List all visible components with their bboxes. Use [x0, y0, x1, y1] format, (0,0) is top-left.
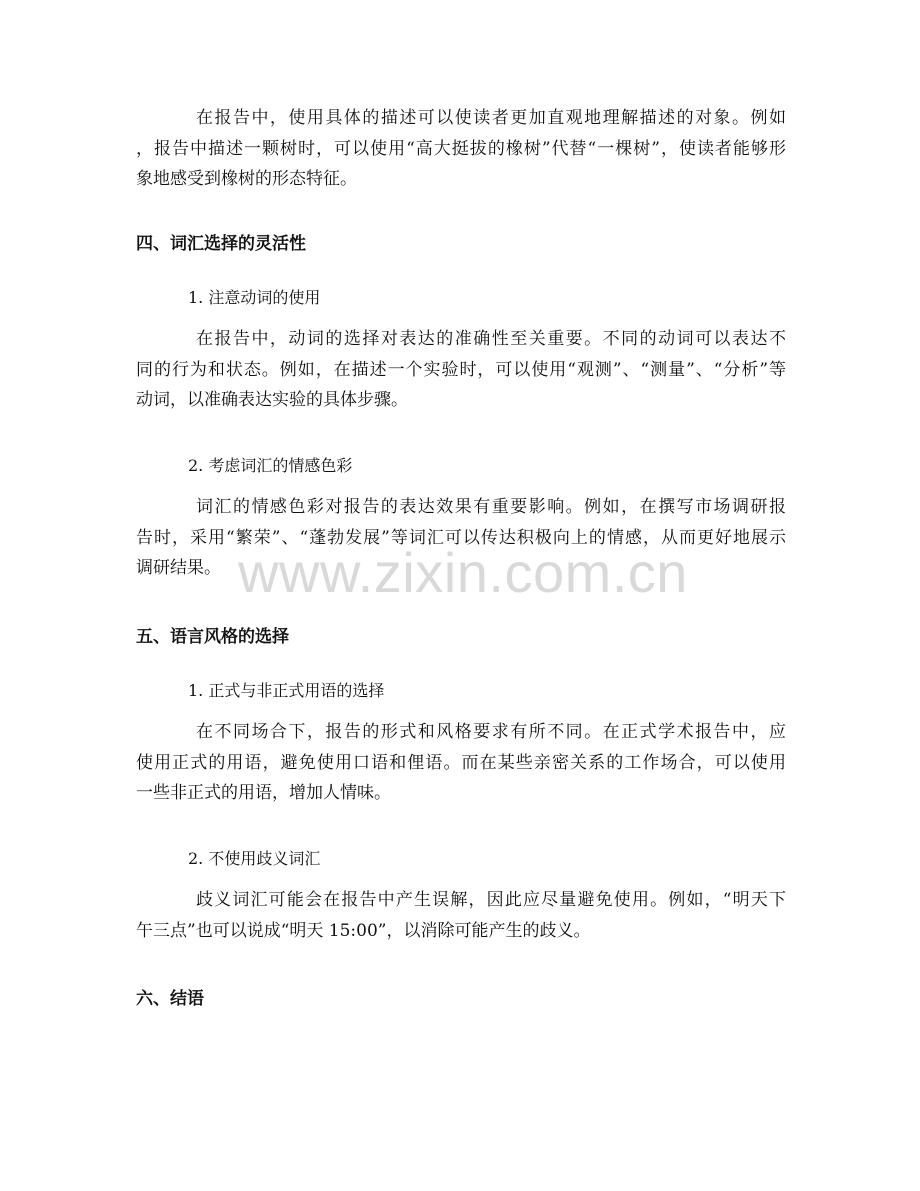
- text-line: 歧义词汇可能会在报告中产生误解，因此应尽量避免使用。例如，“明天下: [196, 890, 786, 910]
- section-heading-5: 五、语言风格的选择: [136, 627, 289, 647]
- text-line: 午三点”也可以说成“明天 15:00”，以消除可能产生的歧义。: [136, 920, 591, 941]
- text-line: 在报告中，动词的选择对表达的准确性至关重要。不同的动词可以表达不: [196, 329, 786, 349]
- subheading-verbs: 1. 注意动词的使用: [188, 288, 321, 307]
- paragraph-verbs: [136, 324, 786, 416]
- text-line: 使用正式的用语，避免使用口语和俚语。而在某些亲密关系的工作场合，可以使用: [136, 752, 786, 773]
- text-line: 调研结果。: [136, 558, 221, 578]
- text-line: 同的行为和状态。例如，在描述一个实验时，可以使用“观测”、“测量”、“分析”等: [136, 359, 786, 380]
- text-line: 一些非正式的用语，增加人情味。: [136, 783, 391, 803]
- paragraph-ambiguity: [136, 885, 786, 946]
- text-line: 象地感受到橡树的形态特征。: [136, 169, 357, 189]
- section-heading-4: 四、词汇选择的灵活性: [136, 234, 306, 254]
- text-line: 告时，采用“繁荣”、“蓬勃发展”等词汇可以传达积极向上的情感，从而更好地展示: [136, 527, 786, 548]
- subheading-formal: 1. 正式与非正式用语的选择: [188, 681, 385, 700]
- text-line: 在不同场合下，报告的形式和风格要求有所不同。在正式学术报告中，应: [196, 722, 786, 742]
- subheading-emotion: 2. 考虑词汇的情感色彩: [188, 456, 353, 475]
- watermark-text: www.zixin.com.cn: [238, 541, 688, 604]
- paragraph-formal: [136, 717, 786, 809]
- text-line: 词汇的情感色彩对报告的表达效果有重要影响。例如，在撰写市场调研报: [196, 497, 786, 517]
- section-heading-6: 六、结语: [136, 989, 204, 1009]
- paragraph-emotion: [136, 492, 786, 584]
- paragraph-concrete-description: [136, 103, 786, 195]
- text-line: 在报告中，使用具体的描述可以使读者更加直观地理解描述的对象。例如: [196, 108, 786, 128]
- text-line: 动词，以准确表达实验的具体步骤。: [136, 390, 408, 410]
- subheading-ambiguity: 2. 不使用歧义词汇: [188, 849, 321, 868]
- text-line: ，报告中描述一颗树时，可以使用“高大挺拔的橡树”代替“一棵树”，使读者能够形: [136, 138, 786, 159]
